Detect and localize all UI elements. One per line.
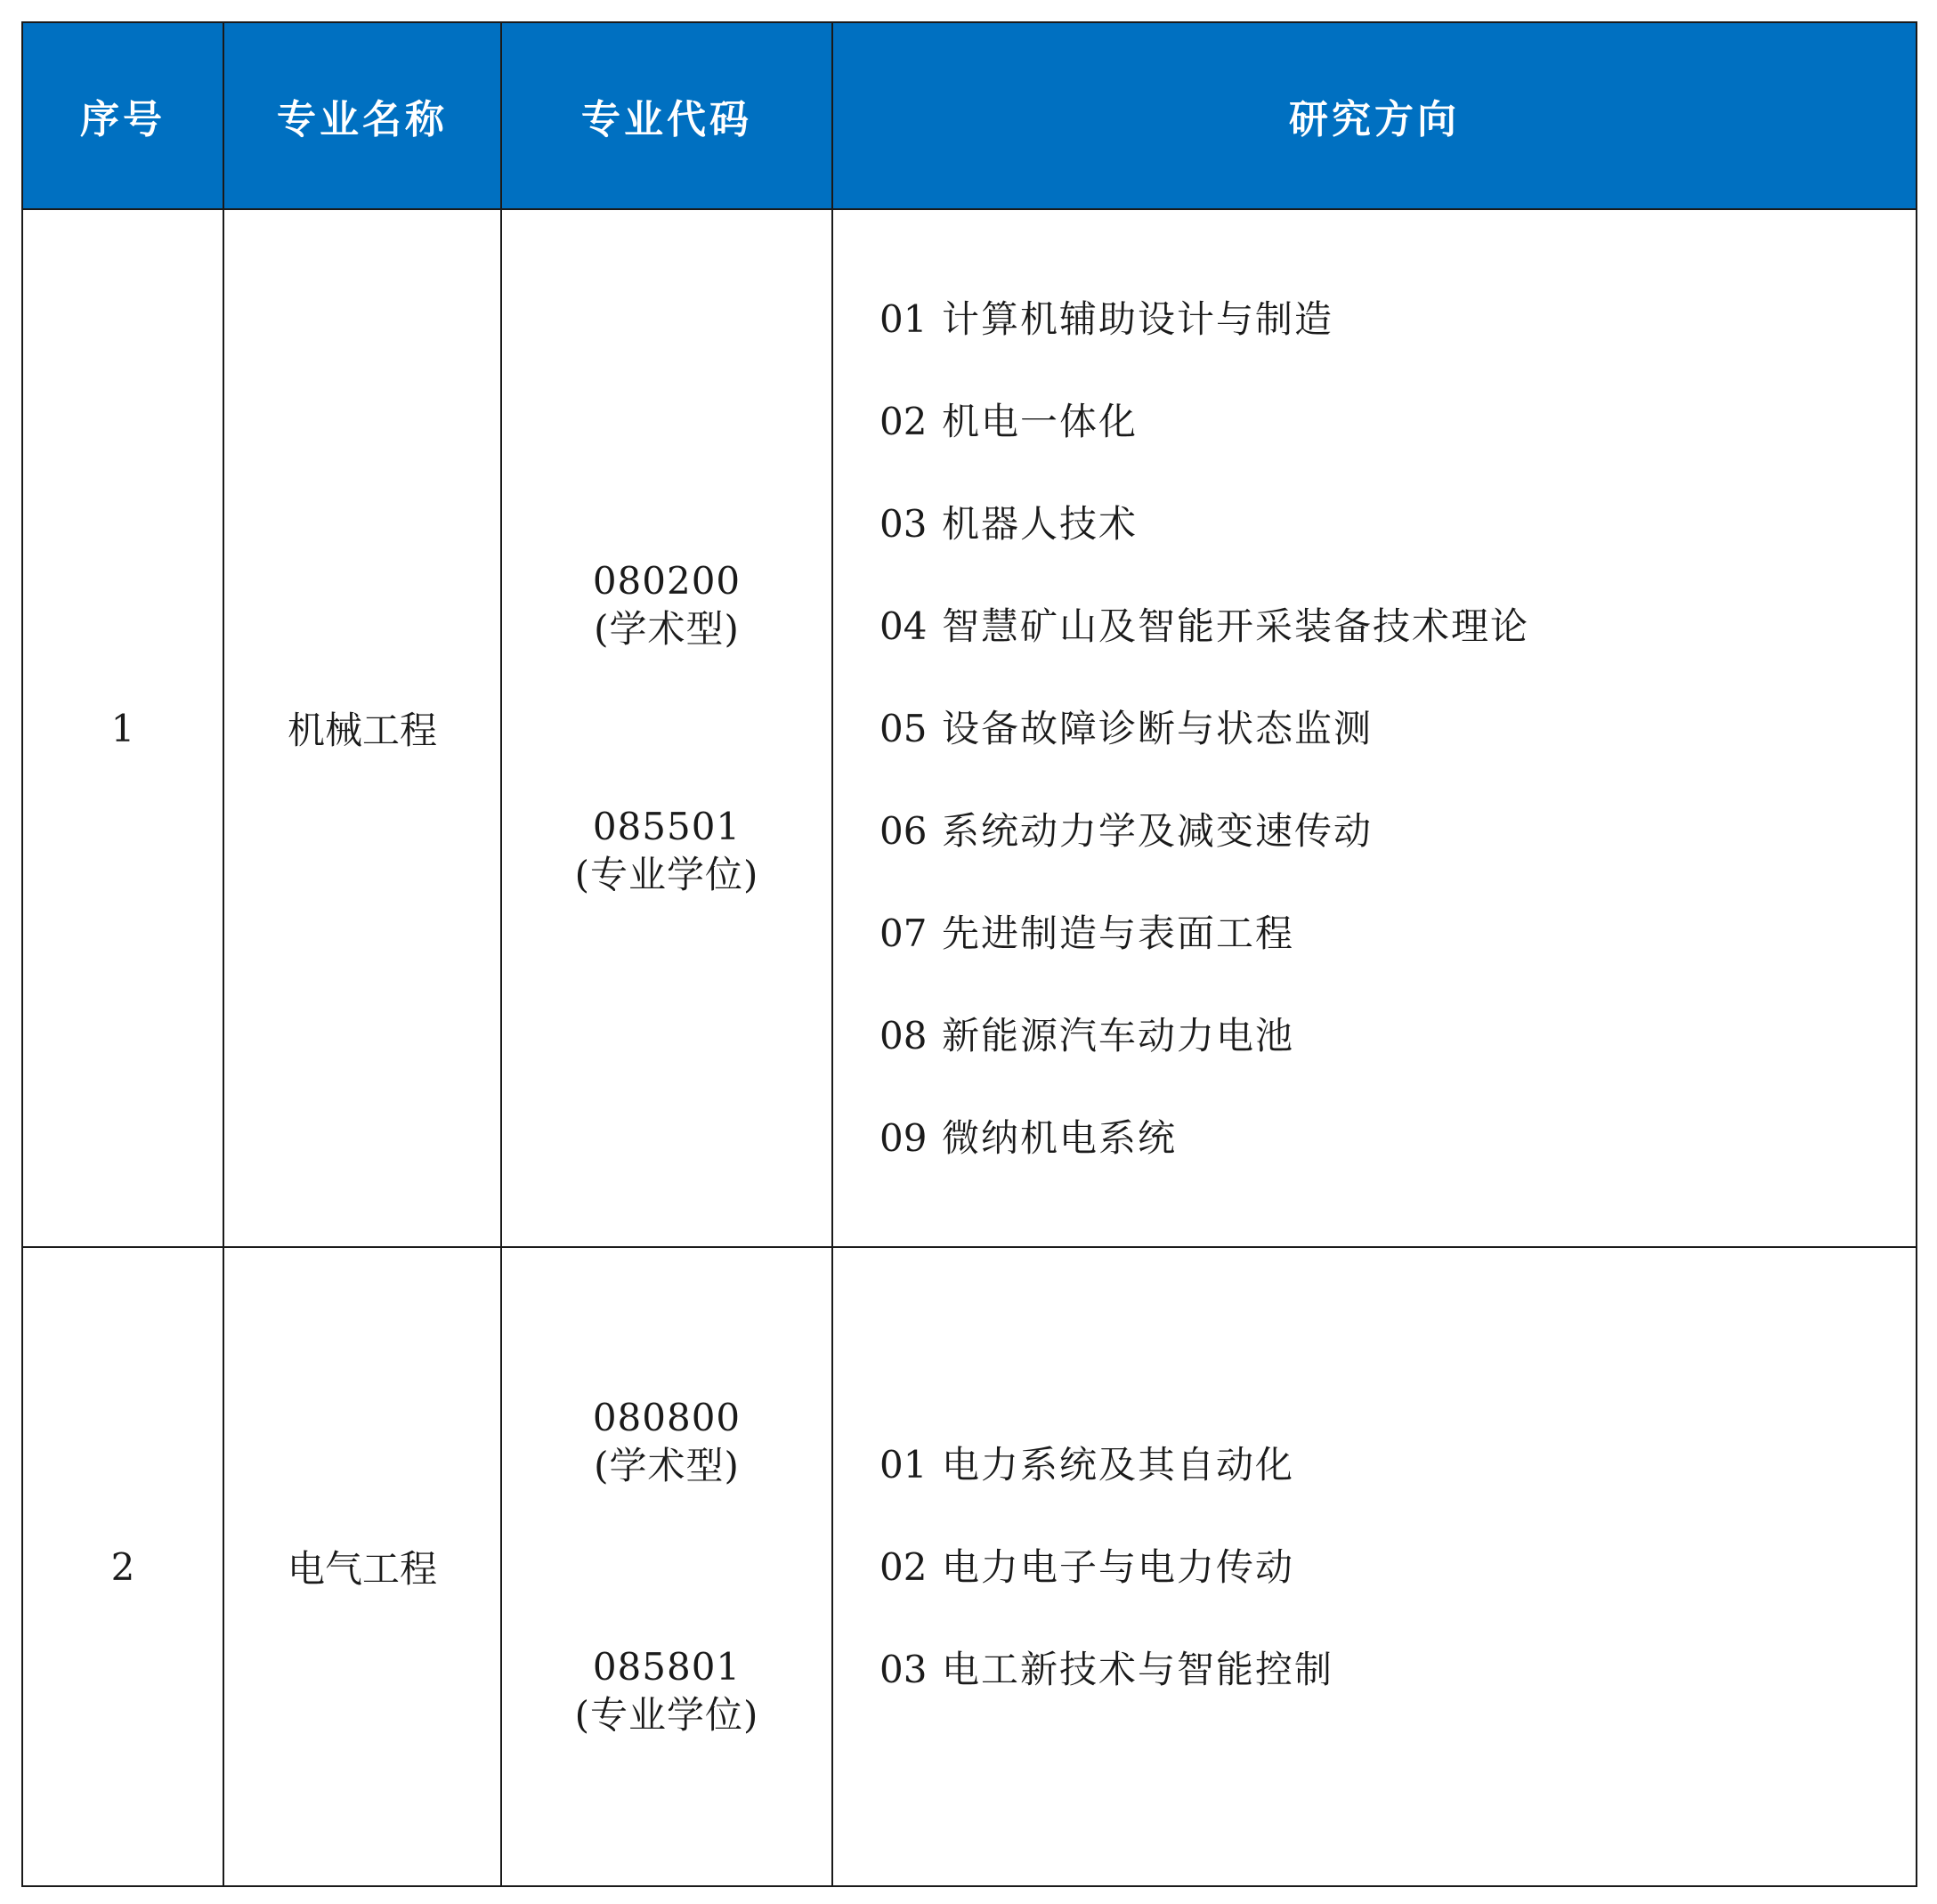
direction-number: 03: [879, 501, 928, 546]
direction-text: 系统动力学及减变速传动: [942, 808, 1374, 853]
major-code: 085801: [592, 1645, 742, 1689]
row-major-name: 电气工程: [223, 1247, 501, 1886]
header-index: 序号: [22, 22, 223, 209]
direction-item: [879, 1414, 1916, 1516]
code-block: [502, 1643, 831, 1739]
direction-item: [879, 268, 1916, 370]
direction-number: 08: [879, 1013, 928, 1057]
direction-text: 电工新技术与智能控制: [942, 1647, 1334, 1691]
row-major-codes: [501, 1247, 832, 1886]
direction-number: 02: [879, 1544, 928, 1589]
row-major-name: 机械工程: [223, 209, 501, 1247]
direction-number: 01: [879, 296, 928, 341]
majors-table: [21, 21, 1917, 1887]
code-block: [502, 1394, 831, 1490]
direction-item: [879, 984, 1916, 1087]
direction-text: 新能源汽车动力电池: [942, 1013, 1295, 1057]
degree-type: (专业学位): [574, 1693, 759, 1737]
direction-text: 机电一体化: [942, 399, 1139, 443]
table-row: [22, 209, 1917, 1247]
direction-text: 先进制造与表面工程: [942, 911, 1295, 955]
majors-table-container: [21, 21, 1916, 1887]
row-research-directions: [832, 1247, 1917, 1886]
direction-text: 机器人技术: [942, 501, 1139, 546]
direction-text: 电力系统及其自动化: [942, 1442, 1295, 1487]
major-code: 080800: [592, 1396, 742, 1439]
direction-item: [879, 1087, 1916, 1189]
degree-type: (学术型): [594, 607, 740, 651]
code-block: [502, 803, 831, 899]
direction-number: 09: [879, 1115, 928, 1160]
row-index: 2: [22, 1247, 223, 1886]
direction-number: 03: [879, 1647, 928, 1691]
direction-item: [879, 1516, 1916, 1618]
direction-number: 05: [879, 706, 928, 750]
table-row: [22, 1247, 1917, 1886]
direction-number: 06: [879, 808, 928, 853]
direction-list: [879, 268, 1916, 1189]
table-header-row: [22, 22, 1917, 209]
direction-number: 07: [879, 911, 928, 955]
direction-text: 微纳机电系统: [942, 1115, 1178, 1160]
row-major-codes: [501, 209, 832, 1247]
header-research-direction: 研究方向: [832, 22, 1917, 209]
direction-text: 计算机辅助设计与制造: [942, 296, 1334, 341]
direction-number: 04: [879, 604, 928, 648]
header-major-name: 专业名称: [223, 22, 501, 209]
direction-item: [879, 473, 1916, 575]
major-code: 080200: [592, 559, 742, 603]
direction-number: 02: [879, 399, 928, 443]
direction-text: 设备故障诊断与状态监测: [942, 706, 1374, 750]
degree-type: (学术型): [594, 1444, 740, 1487]
degree-type: (专业学位): [574, 853, 759, 896]
direction-list: [879, 1414, 1916, 1721]
direction-item: [879, 677, 1916, 780]
direction-item: [879, 575, 1916, 677]
direction-text: 智慧矿山及智能开采装备技术理论: [942, 604, 1530, 648]
row-index: 1: [22, 209, 223, 1247]
direction-number: 01: [879, 1442, 928, 1487]
direction-item: [879, 780, 1916, 882]
direction-item: [879, 1618, 1916, 1721]
direction-item: [879, 882, 1916, 984]
direction-item: [879, 370, 1916, 473]
direction-text: 电力电子与电力传动: [942, 1544, 1295, 1589]
header-major-code: 专业代码: [501, 22, 832, 209]
code-block: [502, 557, 831, 653]
row-research-directions: [832, 209, 1917, 1247]
major-code: 085501: [592, 805, 742, 848]
